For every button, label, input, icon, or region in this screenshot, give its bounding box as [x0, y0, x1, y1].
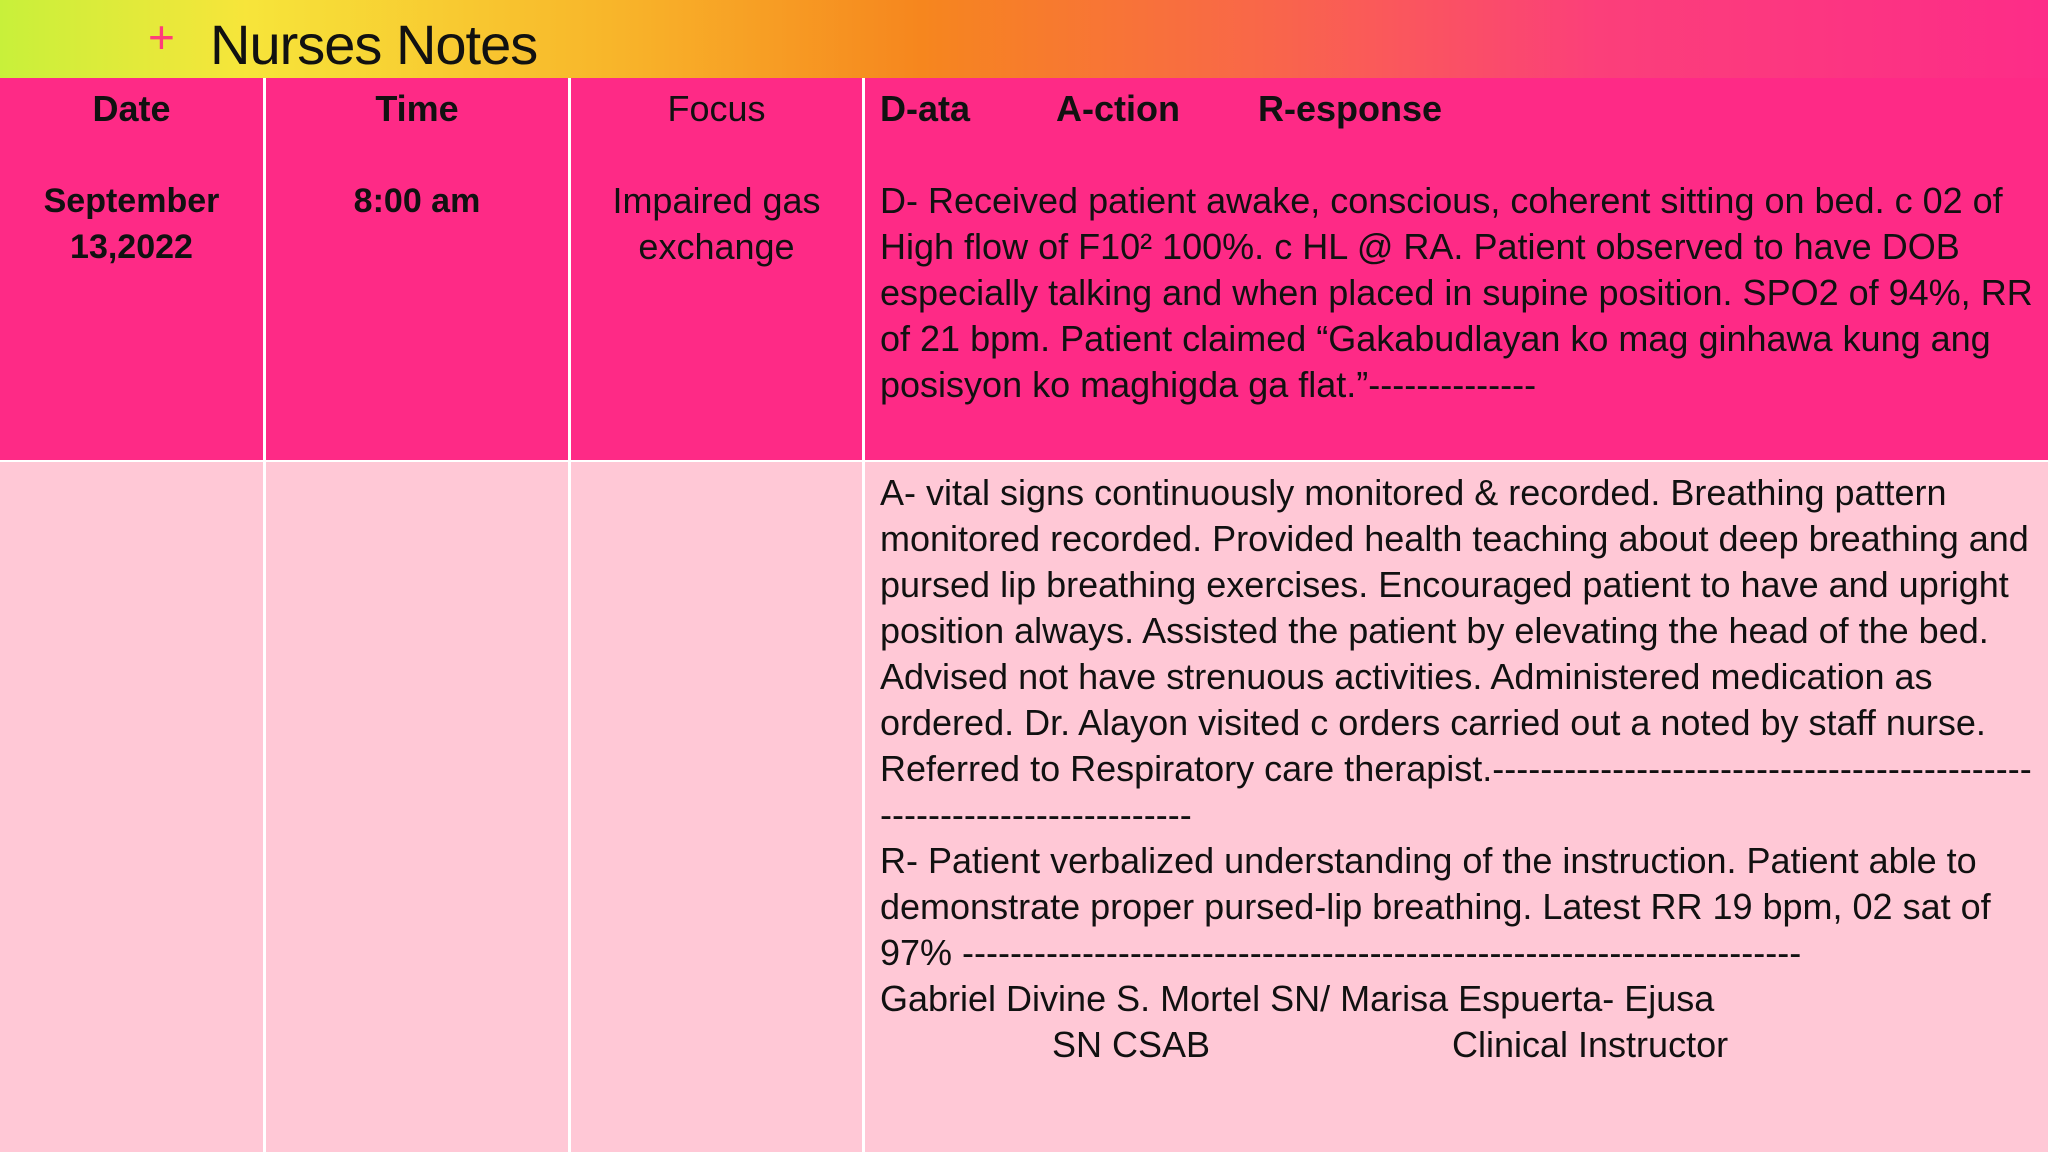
signature-names: Gabriel Divine S. Mortel SN/ Marisa Espuerta- Ejusa: [880, 978, 1715, 1019]
date-month: September: [43, 182, 220, 220]
dar-action-heading: A-ction: [1056, 88, 1180, 129]
plus-icon: +: [148, 11, 175, 63]
dar-data-heading: D-ata: [880, 88, 971, 129]
dar-column-header: [865, 78, 2048, 132]
time-value: 8:00 am: [353, 182, 481, 220]
page-title: Nurses Notes: [210, 13, 538, 76]
focus-cell: [571, 78, 865, 460]
dar-cell-continued: [865, 462, 2048, 1152]
action-note: A- vital signs continuously monitored & recorded. Breathing pattern monitored recorded. Provided health teaching about deep breathing and pursed lip breathing exercises. Encouraged patient to have and upright position always. Assisted the patient by elevating the head of the bed. Advised not have strenuous activities. Administered medication as ordered. Dr. Alayon visited c orders carried out a noted by staff nurse. Referred to Respiratory care therapist.-----------------------------------------------------------------------: [880, 472, 2032, 835]
nurses-notes-table: [0, 78, 2048, 1152]
date-cell-empty: [0, 462, 266, 1152]
signature-role-instructor: Clinical Instructor: [1452, 1024, 1729, 1065]
focus-line-1: Impaired gas: [612, 180, 821, 221]
time-cell: [266, 78, 571, 460]
response-note: R- Patient verbalized understanding of the instruction. Patient able to demonstrate proper pursed-lip breathing. Latest RR 19 bpm, 02 sat of 97% ----------------------------------------------------------------------: [880, 840, 1991, 973]
signature-role-student: SN CSAB: [1052, 1024, 1211, 1065]
table-row-primary: [0, 78, 2048, 460]
focus-value: [571, 178, 862, 270]
focus-cell-empty: [571, 462, 865, 1152]
signature-roles: [865, 1022, 2048, 1068]
dar-response-heading: R-esponse: [1258, 88, 1443, 129]
date-day-year: 13,2022: [70, 228, 193, 266]
table-row-secondary: [0, 462, 2048, 1152]
time-column-header: Time: [375, 88, 459, 129]
title-banner: [0, 0, 2048, 78]
time-cell-empty: [266, 462, 571, 1152]
focus-line-2: exchange: [638, 226, 795, 267]
dar-cell: [865, 78, 2048, 460]
focus-column-header: Focus: [667, 88, 766, 129]
date-column-header: Date: [92, 88, 171, 129]
date-value: [0, 178, 263, 270]
date-cell: [0, 78, 266, 460]
data-note: D- Received patient awake, conscious, coherent sitting on bed. c 02 of High flow of F10² 100%. c HL @ RA. Patient observed to have DOB especially talking and when placed in supine position. SPO2 of 94%, RR of 21 bpm. Patient claimed “Gakabudlayan ko mag ginhawa kung ang posisyon ko maghigda ga flat.”--------------: [880, 180, 2033, 405]
